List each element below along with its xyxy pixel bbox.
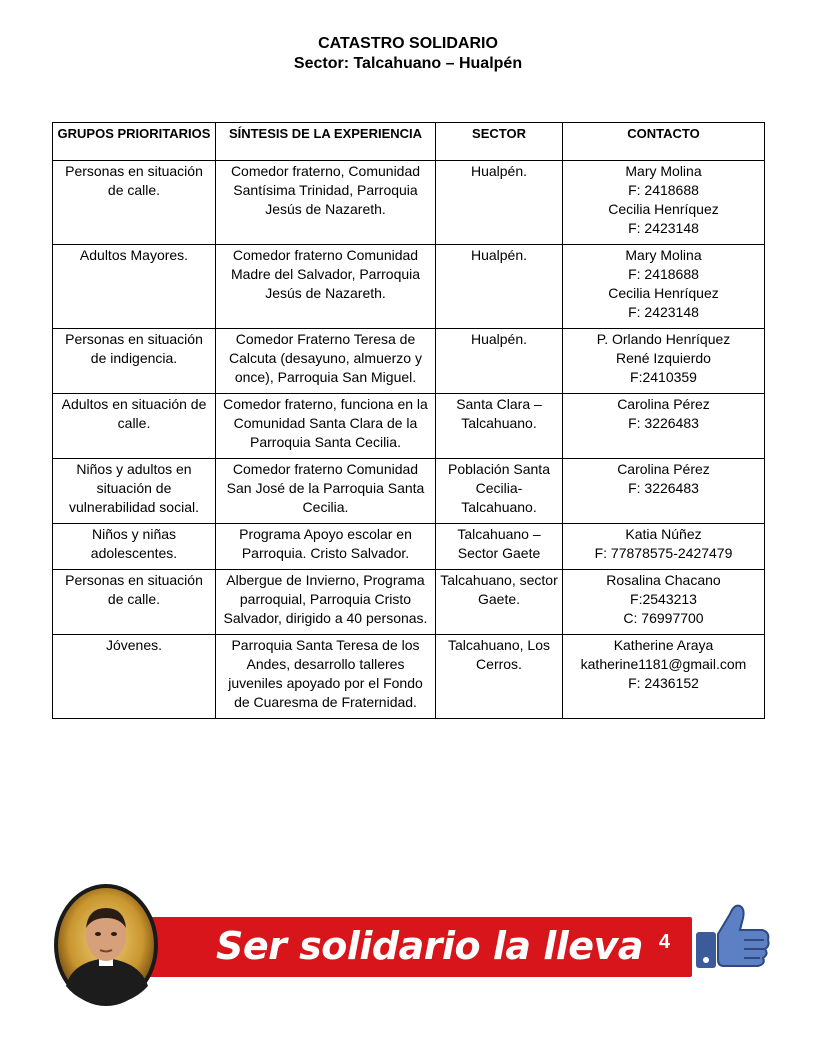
group-cell: Adultos en situación de calle. bbox=[53, 394, 216, 459]
contact-line: C: 76997700 bbox=[623, 610, 704, 626]
column-header: SÍNTESIS DE LA EXPERIENCIA bbox=[216, 123, 436, 161]
table-row bbox=[53, 459, 765, 524]
contact-cell bbox=[563, 161, 765, 245]
table-header-row bbox=[53, 123, 765, 161]
sector-cell: Talcahuano, sector Gaete. bbox=[436, 570, 563, 635]
group-cell: Niños y niñas adolescentes. bbox=[53, 524, 216, 570]
sector-cell: Población Santa Cecilia- Talcahuano. bbox=[436, 459, 563, 524]
experience-cell: Comedor fraterno Comunidad San José de la Parroquia Santa Cecilia. bbox=[216, 459, 436, 524]
contact-cell bbox=[563, 394, 765, 459]
sector-cell: Talcahuano, Los Cerros. bbox=[436, 635, 563, 719]
contact-line: F: 2423148 bbox=[628, 304, 699, 320]
experience-cell: Programa Apoyo escolar en Parroquia. Cristo Salvador. bbox=[216, 524, 436, 570]
contact-line: P. Orlando Henríquez bbox=[596, 331, 731, 347]
contact-line: Mary Molina bbox=[625, 247, 702, 263]
contact-line: Mary Molina bbox=[625, 163, 702, 179]
contact-line: F: 77878575-2427479 bbox=[594, 545, 733, 561]
group-cell: Adultos Mayores. bbox=[53, 245, 216, 329]
group-cell: Personas en situación de calle. bbox=[53, 161, 216, 245]
contact-line: Cecilia Henríquez bbox=[608, 285, 719, 301]
contact-line: F: 2423148 bbox=[628, 220, 699, 236]
banner-title: Ser solidario la lleva bbox=[216, 924, 643, 968]
contact-line: Katherine Araya bbox=[613, 637, 714, 653]
contact-line: Carolina Pérez bbox=[617, 461, 710, 477]
table-row bbox=[53, 329, 765, 394]
experience-cell: Albergue de Invierno, Programa parroquial, Parroquia Cristo Salvador, dirigido a 40 personas. bbox=[216, 570, 436, 635]
contact-line: F: 2418688 bbox=[628, 182, 699, 198]
column-header: SECTOR bbox=[436, 123, 563, 161]
page-number: 4 bbox=[658, 931, 670, 953]
contact-line: Cecilia Henríquez bbox=[608, 201, 719, 217]
sector-cell: Santa Clara – Talcahuano. bbox=[436, 394, 563, 459]
table-row bbox=[53, 570, 765, 635]
thumbs-up-icon bbox=[694, 902, 772, 970]
table-row bbox=[53, 635, 765, 719]
column-header: CONTACTO bbox=[563, 123, 765, 161]
contact-cell bbox=[563, 635, 765, 719]
table-row bbox=[53, 161, 765, 245]
contact-cell bbox=[563, 459, 765, 524]
saint-portrait-icon bbox=[52, 882, 160, 1008]
table-row bbox=[53, 394, 765, 459]
table-row bbox=[53, 524, 765, 570]
group-cell: Niños y adultos en situación de vulnerabilidad social. bbox=[53, 459, 216, 524]
contact-line: katherine1181@gmail.com bbox=[580, 656, 747, 672]
contact-line: Rosalina Chacano bbox=[606, 572, 721, 588]
contact-line: René Izquierdo bbox=[616, 350, 711, 366]
contact-line: F: 2436152 bbox=[628, 675, 699, 691]
experience-cell: Comedor Fraterno Teresa de Calcuta (desayuno, almuerzo y once), Parroquia San Miguel. bbox=[216, 329, 436, 394]
group-cell: Jóvenes. bbox=[53, 635, 216, 719]
sector-cell: Hualpén. bbox=[436, 161, 563, 245]
footer-banner bbox=[120, 917, 692, 977]
sector-cell: Talcahuano – Sector Gaete bbox=[436, 524, 563, 570]
catastro-table bbox=[52, 122, 765, 719]
experience-cell: Comedor fraterno, funciona en la Comunidad Santa Clara de la Parroquia Santa Cecilia. bbox=[216, 394, 436, 459]
document-subtitle: Sector: Talcahuano – Hualpén bbox=[293, 55, 523, 72]
contact-line: F: 3226483 bbox=[628, 415, 699, 431]
contact-line: Katia Núñez bbox=[625, 526, 702, 542]
experience-cell: Parroquia Santa Teresa de los Andes, desarrollo talleres juveniles apoyado por el Fondo de Cuaresma de Fraternidad. bbox=[216, 635, 436, 719]
sector-cell: Hualpén. bbox=[436, 245, 563, 329]
table-row bbox=[53, 245, 765, 329]
contact-line: F: 3226483 bbox=[628, 480, 699, 496]
contact-line: F: 2418688 bbox=[628, 266, 699, 282]
contact-line: F:2543213 bbox=[630, 591, 697, 607]
experience-cell: Comedor fraterno, Comunidad Santísima Trinidad, Parroquia Jesús de Nazareth. bbox=[216, 161, 436, 245]
contact-cell bbox=[563, 524, 765, 570]
document-title: CATASTRO SOLIDARIO bbox=[318, 35, 498, 52]
group-cell: Personas en situación de indigencia. bbox=[53, 329, 216, 394]
sector-cell: Hualpén. bbox=[436, 329, 563, 394]
experience-cell: Comedor fraterno Comunidad Madre del Salvador, Parroquia Jesús de Nazareth. bbox=[216, 245, 436, 329]
column-header: GRUPOS PRIORITARIOS bbox=[53, 123, 216, 161]
contact-cell bbox=[563, 329, 765, 394]
contact-cell bbox=[563, 245, 765, 329]
contact-line: F:2410359 bbox=[630, 369, 697, 385]
document-header bbox=[0, 34, 816, 74]
contact-cell bbox=[563, 570, 765, 635]
contact-line: Carolina Pérez bbox=[617, 396, 710, 412]
group-cell: Personas en situación de calle. bbox=[53, 570, 216, 635]
